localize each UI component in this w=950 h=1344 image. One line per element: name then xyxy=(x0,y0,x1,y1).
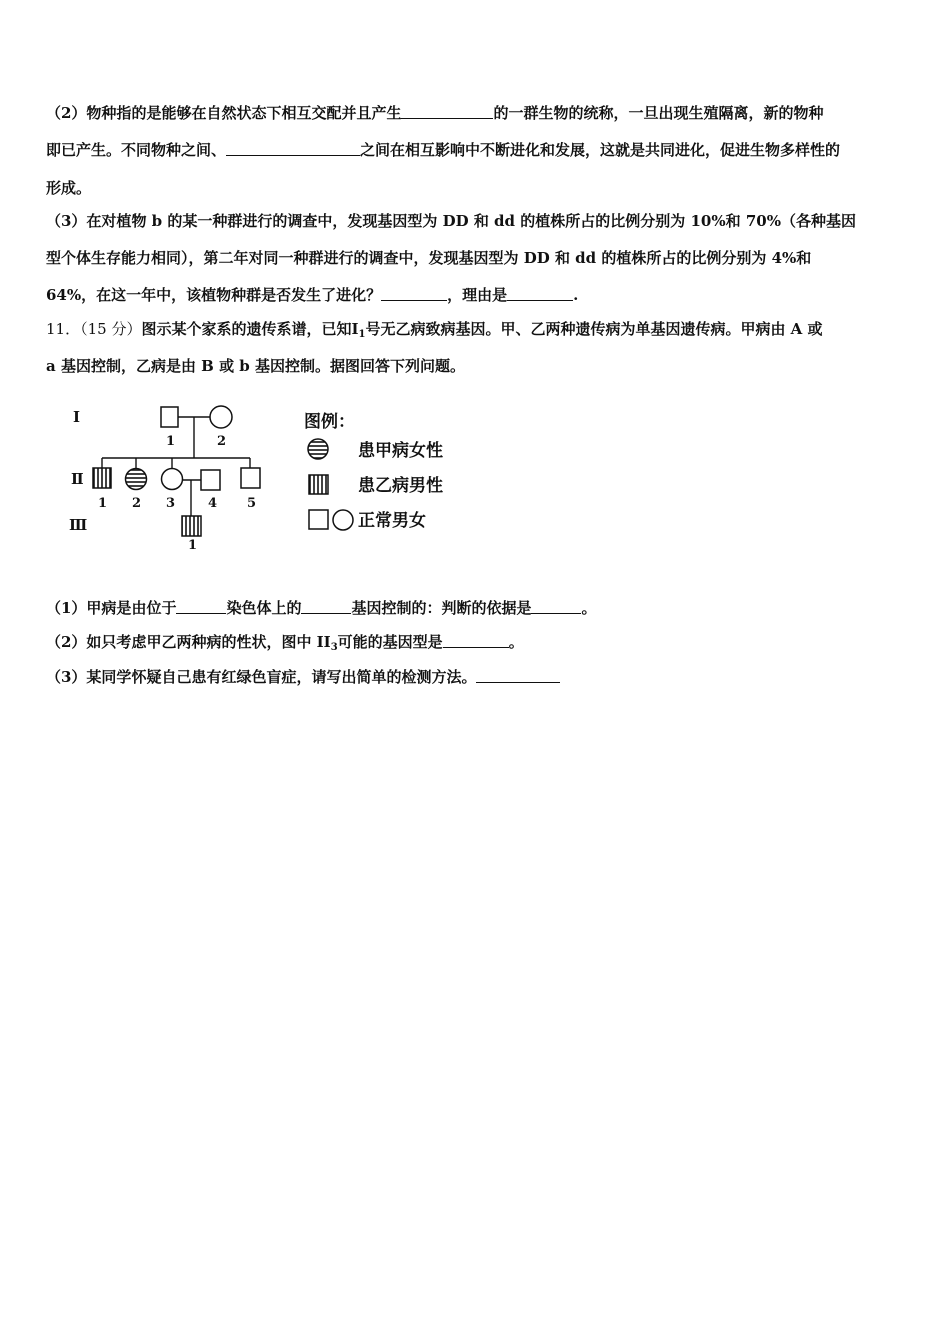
legend-normal-female-symbol xyxy=(333,510,353,530)
q11-intro-line1: 11．（15 分）图示某个家系的遗传系谱，已知$Ⅰ_1$号无乙病致病基因。甲、乙两种遗传病为单基因遗传病。甲病由 A 或 xyxy=(46,320,823,340)
pedigree-chart xyxy=(60,396,480,556)
gen3-1-male-disease-b xyxy=(182,516,201,536)
gen1-number-2: 2 xyxy=(217,434,227,449)
gen1-number-1: 1 xyxy=(166,434,176,449)
q10-part2-line1: （2）物种指的是能够在自然状态下相互交配并且产生 的一群生物的统称，一旦出现生殖隔离，新的物种 xyxy=(46,104,824,122)
q10-part2-line2: 即已产生。不同物种之间、 之间在相互影响中不断进化和发展，这就是共同进化，促进生物多样性的 xyxy=(46,141,841,159)
q10-part2-line3: 形成。 xyxy=(46,179,92,197)
pedigree-lines xyxy=(102,417,250,516)
gen1-female-normal xyxy=(210,406,232,428)
answer-blank xyxy=(381,285,447,301)
q11-intro-line2: a 基因控制，乙病是由 B 或 b 基因控制。据图回答下列问题。 xyxy=(46,357,465,375)
generation-label-2: Ⅱ xyxy=(71,470,84,488)
answer-blank xyxy=(176,598,226,614)
legend-normal-male-symbol xyxy=(309,510,328,529)
gen2-number-1: 1 xyxy=(98,496,108,511)
gen2-number-5: 5 xyxy=(247,496,257,511)
generation-label-3: Ⅲ xyxy=(69,516,88,534)
q11-sub2: （2）如只考虑甲乙两种病的性状，图中 $II_3$可能的基因型是 。 xyxy=(46,633,524,653)
gen2-number-2: 2 xyxy=(132,496,142,511)
q11-sub3: （3）某同学怀疑自己患有红绿色盲症，请写出简单的检测方法。 xyxy=(46,667,906,687)
legend-female-disease-a-symbol xyxy=(308,439,328,459)
gen1-male-normal xyxy=(161,407,178,427)
q11-sub1: （1）甲病是由位于 染色体上的 基因控制的：判断的依据是 。 xyxy=(46,599,597,617)
legend-male-disease-b-symbol xyxy=(309,475,328,494)
gen2-1-male-disease-b xyxy=(93,468,111,488)
gen2-5-male-normal xyxy=(241,468,260,488)
answer-blank xyxy=(531,598,581,614)
legend-title: 图例： xyxy=(304,412,355,432)
answer-blank xyxy=(401,103,493,119)
gen2-2-female-disease-a xyxy=(126,469,147,490)
answer-blank xyxy=(226,140,360,156)
legend-label-b: 患乙病男性 xyxy=(358,476,443,496)
answer-blank xyxy=(443,632,509,648)
answer-blank xyxy=(301,598,351,614)
gen3-number-1: 1 xyxy=(188,538,198,553)
answer-blank xyxy=(476,667,560,683)
gen2-3-female-normal xyxy=(162,469,183,490)
answer-blank xyxy=(507,285,573,301)
legend-label-a: 患甲病女性 xyxy=(358,441,443,461)
gen2-number-4: 4 xyxy=(208,496,218,511)
q10-part3-line3: 64%，在这一年中，该植物种群是否发生了进化？ ，理由是 . xyxy=(46,286,579,304)
gen2-4-male-normal xyxy=(201,470,220,490)
gen2-number-3: 3 xyxy=(166,496,176,511)
legend-label-c: 正常男女 xyxy=(358,511,426,531)
q10-part3-line2: 型个体生存能力相同），第二年对同一种群进行的调查中，发现基因型为 DD 和 dd 的植株所占的比例分别为 4%和 xyxy=(46,249,812,267)
generation-label-1: Ⅰ xyxy=(73,408,81,426)
q10-part3-line1: （3）在对植物 b 的某一种群进行的调查中，发现基因型为 DD 和 dd 的植株所占的比例分别为 10%和 70%（各种基因 xyxy=(46,212,856,230)
